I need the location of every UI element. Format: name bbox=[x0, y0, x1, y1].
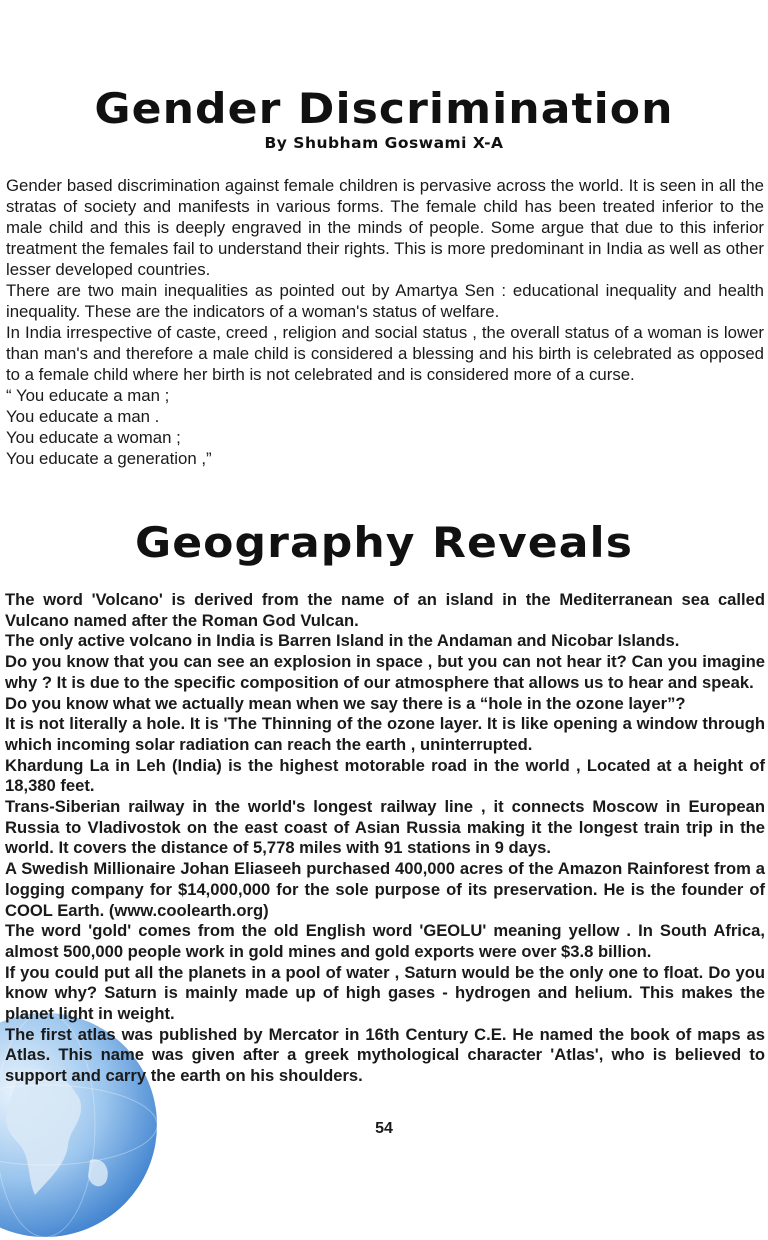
fact-paragraph: A Swedish Millionaire Johan Eliaseeh purchased 400,000 acres of the Amazon Rainforest from a logging company for $14,000,000 for the sole purpose of its preservation. He is the founder of COOL Earth. (www.coolearth.org) bbox=[5, 859, 765, 920]
fact-paragraph: The word 'gold' comes from the old English word 'GEOLU' meaning yellow . In South Africa, almost 500,000 people work in gold mines and gold exports were over $3.8 billion. bbox=[5, 921, 765, 961]
quote-line: You educate a man . bbox=[6, 407, 160, 426]
article-body-gender bbox=[6, 175, 764, 469]
fact-paragraph: Do you know that you can see an explosion in space , but you can not hear it? Can you imagine why ? It is due to the specific composition of our atmosphere that allows us to hear and speak. bbox=[5, 652, 765, 692]
fact-paragraph: It is not literally a hole. It is 'The Thinning of the ozone layer. It is like opening a window through which incoming solar radiation can reach the earth , uninterrupted. bbox=[5, 714, 765, 754]
paragraph: In India irrespective of caste, creed , religion and social status , the overall status of a woman is lower than man's and therefore a male child is considered a blessing and his birth is celebrated as opposed to a female child where her birth is not celebrated and is considered more of a curse. bbox=[6, 323, 764, 384]
article-title-gender-discrimination: Gender Discrimination bbox=[94, 84, 674, 133]
quote-line: You educate a generation ,” bbox=[6, 449, 212, 468]
quote-line: You educate a woman ; bbox=[6, 428, 181, 447]
fact-paragraph: Do you know what we actually mean when we say there is a “hole in the ozone layer”? bbox=[5, 693, 686, 713]
fact-paragraph: Khardung La in Leh (India) is the highest motorable road in the world , Located at a height of 18,380 feet. bbox=[5, 755, 765, 796]
paragraph: There are two main inequalities as pointed out by Amartya Sen : educational inequality and health inequality. These are the indicators of a woman's status of welfare. bbox=[6, 281, 764, 321]
fact-paragraph: The first atlas was published by Mercator in 16th Century C.E. He named the book of maps as Atlas. This name was given after a greek mythological character 'Atlas', who is believed to support and carry the earth on his shoulders. bbox=[5, 1024, 765, 1086]
article-byline: By Shubham Goswami X-A bbox=[264, 134, 504, 152]
article-body-geography bbox=[5, 590, 765, 1087]
article-title-geography-reveals: Geography Reveals bbox=[134, 518, 634, 567]
fact-paragraph: If you could put all the planets in a pool of water , Saturn would be the only one to float. Do you know why? Saturn is mainly made up of high gases - hydrogen and helium. This makes the planet light in weight. bbox=[5, 962, 765, 1024]
fact-paragraph: The word 'Volcano' is derived from the name of an island in the Mediterranean sea called Vulcano named after the Roman God Vulcan. bbox=[5, 590, 765, 630]
quote-line: “ You educate a man ; bbox=[6, 386, 170, 405]
page-number: 54 bbox=[375, 1120, 393, 1137]
fact-paragraph: The only active volcano in India is Barren Island in the Andaman and Nicobar Islands. bbox=[5, 631, 680, 651]
fact-paragraph: Trans-Siberian railway in the world's longest railway line , it connects Moscow in European Russia to Vladivostok on the east coast of Asian Russia making it the longest train trip in the world. It covers the distance of 5,778 miles with 91 stations in 9 days. bbox=[5, 797, 765, 858]
paragraph: Gender based discrimination against female children is pervasive across the world. It is seen in all the stratas of society and manifests in various forms. The female child has been treated inferior to the male child and this is deeply engraved in the minds of people. Some argue that due to this inferior treatment the females fail to understand their rights. This is more predominant in India as well as other lesser developed countries. bbox=[6, 176, 764, 279]
